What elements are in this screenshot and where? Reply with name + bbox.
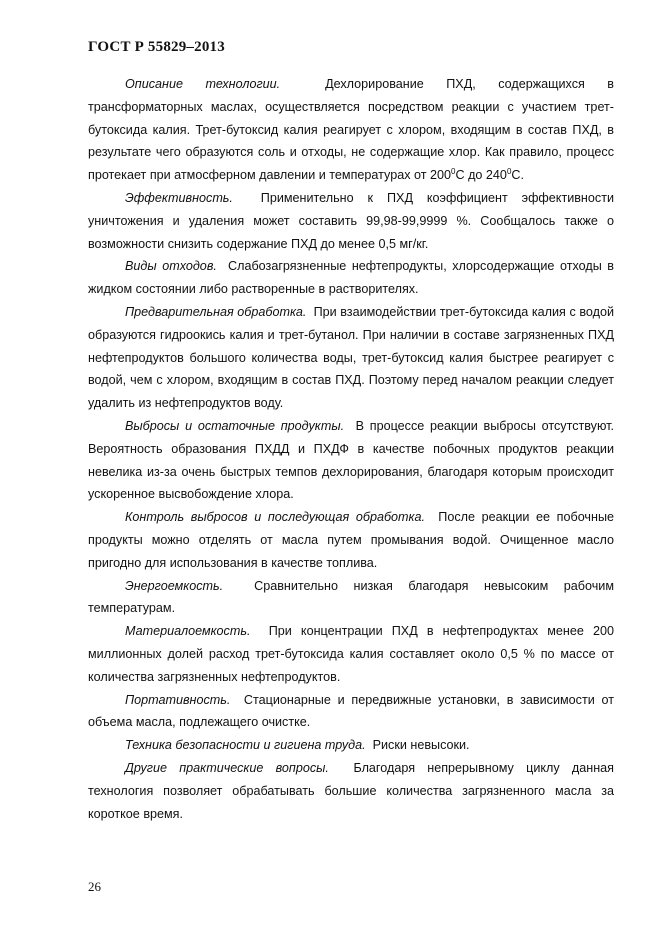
paragraph-term: Описание технологии.: [125, 77, 281, 91]
paragraph-safety: [88, 734, 614, 757]
paragraph-energy-intensity: [88, 575, 614, 621]
paragraph-text: Слабозагрязненные нефтепродукты, хлорсодержащие отходы в жидком состоянии либо растворенные в растворителях.: [88, 259, 614, 297]
paragraph-material-intensity: [88, 620, 614, 688]
degree-superscript: 0: [506, 167, 512, 177]
paragraph-term: Техника безопасности и гигиена труда.: [125, 738, 366, 753]
degree-superscript: 0: [451, 167, 456, 177]
paragraph-text: При взаимодействии трет-бутоксида калия с водой образуются гидроокись калия и трет-бутанол. При наличии в составе загрязненных ПХД нефтепродуктов большого количества воды, трет-бутоксид калия быстрее реагирует с водой, чем с хлором, входящим в состав ПХД. Поэтому перед началом реакции следует удалить из нефтепродуктов воду.: [88, 304, 614, 411]
document-body: [88, 73, 614, 825]
paragraph-term: Материалоемкость.: [125, 624, 251, 639]
paragraph-text: Риски невысоки.: [372, 738, 470, 753]
paragraph-text: Дехлорирование ПХД, содержащихся в трансформаторных маслах, осуществляется посредством реакции с участием трет-бутоксида калия. Трет-бутоксид калия реагирует с хлором, входящим в состав ПХД, в результате чего образуются соль и отходы, не содержащие хлор. Как правило, процесс протекает при атмосферном давлении и температурах от 200: [88, 77, 614, 183]
page-number: 26: [88, 879, 101, 894]
paragraph-pretreatment: [88, 301, 614, 415]
paragraph-term: Контроль выбросов и последующая обработка.: [125, 510, 425, 525]
paragraph-portability: [88, 689, 614, 735]
paragraph-efficiency: [88, 187, 614, 255]
paragraph-text: Сравнительно низкая благодаря невысоким рабочим температурам.: [88, 578, 614, 616]
document-header: ГОСТ Р 55829–2013: [88, 39, 225, 55]
paragraph-text: Применительно к ПХД коэффициент эффективности уничтожения и удаления может составить 99,98-99,9999 %. Сообщалось также о возможности снизить содержание ПХД до менее 0,5 мг/кг.: [88, 190, 614, 251]
paragraph-waste-types: [88, 255, 614, 301]
paragraph-text: Стационарные и передвижные установки, в зависимости от объема масла, подлежащего очистке.: [88, 692, 614, 730]
paragraph-term: Выбросы и остаточные продукты.: [125, 418, 345, 433]
paragraph-term: Портативность.: [125, 692, 231, 707]
temperature-text-end: С.: [511, 168, 524, 183]
paragraph-text: При концентрации ПХД в нефтепродуктах менее 200 миллионных долей расход трет-бутоксида калия составляет около 0,5 % по массе от количества загрязненных нефтепродуктов.: [88, 624, 614, 684]
paragraph-other-issues: [88, 757, 614, 825]
paragraph-emission-control: [88, 506, 614, 574]
paragraph-term: Другие практические вопросы.: [125, 760, 329, 775]
paragraph-technology-description: [88, 73, 614, 187]
paragraph-text: После реакции ее побочные продукты можно отделять от масла путем промывания водой. Очищенное масло пригодно для использования в качестве топлива.: [88, 510, 615, 570]
paragraph-emissions: [88, 415, 614, 506]
paragraph-term: Энергоемкость.: [125, 578, 224, 593]
paragraph-term: Виды отходов.: [125, 259, 217, 274]
paragraph-text: В процессе реакции выбросы отсутствуют. Вероятность образования ПХДД и ПХДФ в качестве побочных продуктов реакции невелика из-за очень быстрых темпов дехлорирования, благодаря которым происходит ускоренное высвобождение хлора.: [88, 418, 615, 502]
paragraph-term: Эффективность.: [125, 190, 233, 205]
temperature-text: С до 240: [455, 168, 507, 183]
paragraph-text: Благодаря непрерывному циклу данная технология позволяет обрабатывать большие количества загрязненного масла за короткое время.: [88, 760, 614, 821]
paragraph-term: Предварительная обработка.: [125, 304, 307, 319]
